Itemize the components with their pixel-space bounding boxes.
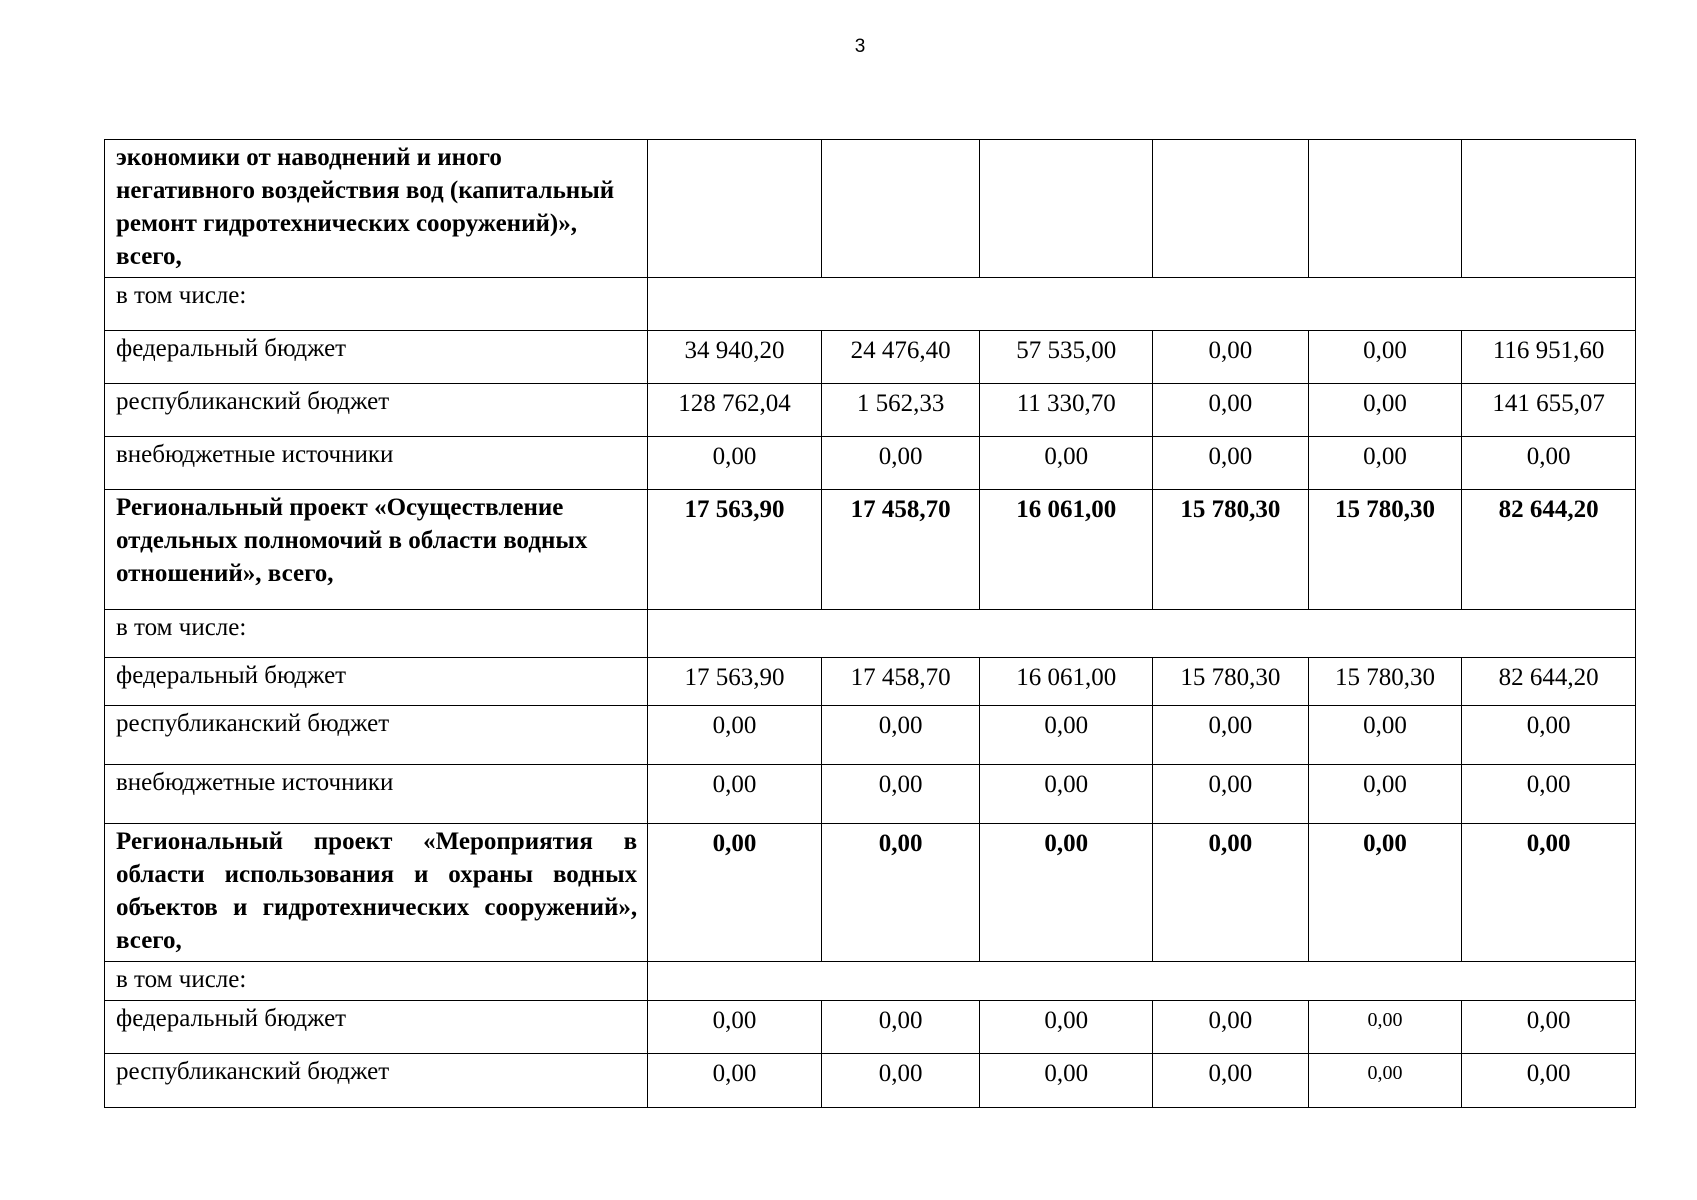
value-cell: 17 458,70 <box>821 658 980 706</box>
value-cell: 116 951,60 <box>1462 331 1636 384</box>
value-cell: 34 940,20 <box>648 331 822 384</box>
budget-table-body <box>105 140 1636 1108</box>
value-cell: 0,00 <box>648 765 822 824</box>
value-cell: 0,00 <box>980 1001 1153 1054</box>
value-cell: 0,00 <box>1308 706 1462 765</box>
value-cell: 0,00 <box>1153 765 1309 824</box>
subheader-row <box>105 610 1636 658</box>
value-cell: 0,00 <box>1462 1054 1636 1108</box>
table-row <box>105 437 1636 490</box>
value-cell: 0,00 <box>980 706 1153 765</box>
value-cell: 128 762,04 <box>648 384 822 437</box>
project-row <box>105 140 1636 278</box>
value-cell: 15 780,30 <box>1308 490 1462 610</box>
value-cell: 16 061,00 <box>980 658 1153 706</box>
row-label: в том числе: <box>105 610 648 658</box>
value-cell <box>980 140 1153 278</box>
value-cell: 17 563,90 <box>648 658 822 706</box>
value-cell: 0,00 <box>1462 824 1636 962</box>
value-cell: 17 458,70 <box>821 490 980 610</box>
page-number: 3 <box>854 36 866 57</box>
table-row <box>105 384 1636 437</box>
row-label: в том числе: <box>105 962 648 1001</box>
value-cell: 0,00 <box>1153 706 1309 765</box>
merged-empty-cell <box>648 962 1636 1001</box>
subheader-row <box>105 962 1636 1001</box>
value-cell: 0,00 <box>1308 765 1462 824</box>
value-cell: 0,00 <box>1153 1001 1309 1054</box>
value-cell: 15 780,30 <box>1308 658 1462 706</box>
row-label: республиканский бюджет <box>105 384 648 437</box>
value-cell: 0,00 <box>821 437 980 490</box>
value-cell: 0,00 <box>1308 824 1462 962</box>
project-row <box>105 490 1636 610</box>
value-cell: 0,00 <box>1153 384 1309 437</box>
value-cell: 11 330,70 <box>980 384 1153 437</box>
value-cell: 0,00 <box>1153 824 1309 962</box>
value-cell: 0,00 <box>821 1001 980 1054</box>
value-cell: 0,00 <box>1308 1001 1462 1054</box>
table-row <box>105 658 1636 706</box>
row-label: Региональный проект «Мероприятия в области использования и охраны водных объектов и гидротехнических сооружений», всего, <box>105 824 648 962</box>
value-cell <box>648 140 822 278</box>
value-cell: 0,00 <box>980 1054 1153 1108</box>
row-label: экономики от наводнений и иного негативного воздействия вод (капитальный ремонт гидротехнических сооружений)», всего, <box>105 140 648 278</box>
value-cell: 0,00 <box>821 765 980 824</box>
value-cell: 0,00 <box>821 706 980 765</box>
value-cell: 0,00 <box>648 1054 822 1108</box>
value-cell: 0,00 <box>648 824 822 962</box>
value-cell: 0,00 <box>1462 765 1636 824</box>
table-row <box>105 765 1636 824</box>
value-cell: 0,00 <box>1308 331 1462 384</box>
table-row <box>105 706 1636 765</box>
row-label: Региональный проект «Осуществление отдельных полномочий в области водных отношений», всего, <box>105 490 648 610</box>
value-cell: 0,00 <box>648 1001 822 1054</box>
value-cell <box>1153 140 1309 278</box>
subheader-row <box>105 278 1636 331</box>
merged-empty-cell <box>648 278 1636 331</box>
value-cell: 0,00 <box>980 765 1153 824</box>
value-cell: 0,00 <box>1153 331 1309 384</box>
merged-empty-cell <box>648 610 1636 658</box>
row-label: федеральный бюджет <box>105 331 648 384</box>
row-label: республиканский бюджет <box>105 1054 648 1108</box>
value-cell: 17 563,90 <box>648 490 822 610</box>
value-cell: 0,00 <box>980 437 1153 490</box>
value-cell: 82 644,20 <box>1462 490 1636 610</box>
budget-table <box>104 139 1636 1108</box>
table-row <box>105 1001 1636 1054</box>
value-cell: 0,00 <box>821 824 980 962</box>
value-cell: 0,00 <box>648 437 822 490</box>
project-row <box>105 824 1636 962</box>
value-cell: 0,00 <box>1308 1054 1462 1108</box>
value-cell: 0,00 <box>648 706 822 765</box>
value-cell: 82 644,20 <box>1462 658 1636 706</box>
row-label: внебюджетные источники <box>105 437 648 490</box>
value-cell: 0,00 <box>1462 1001 1636 1054</box>
table-row <box>105 331 1636 384</box>
value-cell: 0,00 <box>1153 437 1309 490</box>
value-cell: 1 562,33 <box>821 384 980 437</box>
value-cell: 0,00 <box>1462 437 1636 490</box>
value-cell: 141 655,07 <box>1462 384 1636 437</box>
value-cell: 24 476,40 <box>821 331 980 384</box>
value-cell: 15 780,30 <box>1153 658 1309 706</box>
value-cell: 15 780,30 <box>1153 490 1309 610</box>
row-label: федеральный бюджет <box>105 1001 648 1054</box>
row-label: внебюджетные источники <box>105 765 648 824</box>
value-cell: 0,00 <box>980 824 1153 962</box>
value-cell: 16 061,00 <box>980 490 1153 610</box>
value-cell: 57 535,00 <box>980 331 1153 384</box>
value-cell: 0,00 <box>821 1054 980 1108</box>
row-label: республиканский бюджет <box>105 706 648 765</box>
value-cell <box>1462 140 1636 278</box>
row-label: федеральный бюджет <box>105 658 648 706</box>
value-cell: 0,00 <box>1462 706 1636 765</box>
row-label: в том числе: <box>105 278 648 331</box>
value-cell: 0,00 <box>1153 1054 1309 1108</box>
value-cell: 0,00 <box>1308 437 1462 490</box>
value-cell: 0,00 <box>1308 384 1462 437</box>
value-cell <box>821 140 980 278</box>
value-cell <box>1308 140 1462 278</box>
table-row <box>105 1054 1636 1108</box>
